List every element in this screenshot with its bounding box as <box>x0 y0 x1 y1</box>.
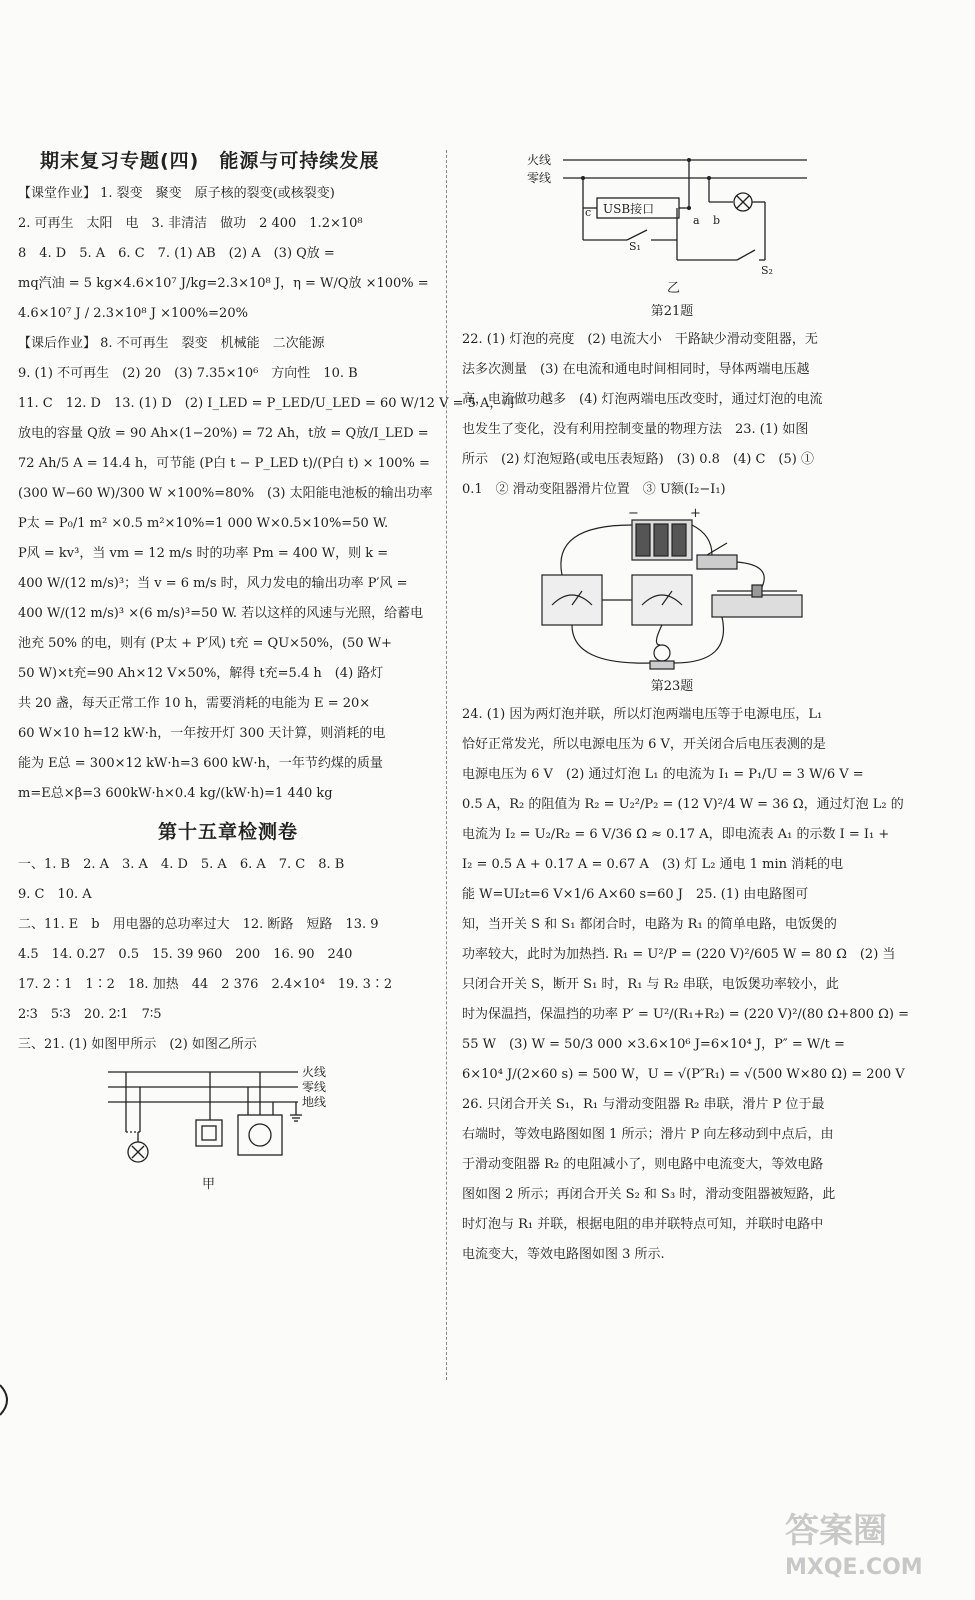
answer-line: 法多次测量 (3) 在电流和通电时间相同时，导体两端电压越 <box>462 362 810 377</box>
answer-line: 8 4. D 5. A 6. C 7. (1) AB (2) A (3) Q放 = <box>18 246 335 261</box>
answer-line: 0.5 A，R₂ 的阻值为 R₂ = U₂²/P₂ = (12 V)²/4 W = 36 Ω，通过灯泡 L₂ 的 <box>462 797 904 812</box>
answer-line: 400 W/(12 m/s)³ ×(6 m/s)³=50 W. 若以这样的风速与光照，给蓄电 <box>18 606 424 621</box>
answer-block-chapter <box>18 850 438 1060</box>
answer-line: 共 20 盏，每天正常工作 10 h，需要消耗的电能为 E = 20× <box>18 696 371 711</box>
answer-line: 时为保温挡，保温挡的功率 P′ = U²/(R₁+R₂) = (220 V)²/(80 Ω+800 Ω) = <box>462 1007 910 1022</box>
answer-line: 9. (1) 不可再生 (2) 20 (3) 7.35×10⁶ 方向性 10. B <box>18 366 358 381</box>
answer-line: 26. 只闭合开关 S₁，R₁ 与滑动变阻器 R₂ 串联，滑片 P 位于最 <box>462 1097 825 1112</box>
battery-plus-label: + <box>690 506 701 521</box>
section-title: 期末复习专题(四) 能源与可持续发展 <box>40 150 380 172</box>
circuit-figure-23 <box>512 505 832 675</box>
answer-line: 一、1. B 2. A 3. A 4. D 5. A 6. A 7. C 8. B <box>18 857 345 872</box>
answer-block-24-26 <box>462 700 910 1270</box>
answer-line: 只闭合开关 S，断开 S₁ 时，R₁ 与 R₂ 串联，电饭煲功率较小，此 <box>462 977 839 992</box>
usb-port-label: USB接口 <box>603 202 655 216</box>
answer-line: 电流为 I₂ = U₂/R₂ = 6 V/36 Ω ≈ 0.17 A，即电流表 A₁ 的示数 I = I₁ + <box>462 827 890 842</box>
answer-block-22-23 <box>462 325 882 505</box>
answer-line: 于滑动变阻器 R₂ 的电阻减小了，则电路中电流变大，等效电路 <box>462 1157 824 1172</box>
figure-caption-23: 第23题 <box>650 679 694 694</box>
answer-line: 池充 50% 的电，则有 (P太 + P′风) t充 = QU×50%，(50 W+ <box>18 636 392 651</box>
answer-line: 能 W=UI₂t=6 V×1/6 A×60 s=60 J 25. (1) 由电路图可 <box>462 887 809 902</box>
point-b-label: b <box>713 214 721 227</box>
answer-line: (300 W−60 W)/300 W ×100%=80% (3) 太阳能电池板的输出功率 <box>18 486 433 501</box>
switch-s1-label: S₁ <box>629 240 641 253</box>
answer-line: 400 W/(12 m/s)³；当 v = 6 m/s 时，风力发电的输出功率 P′风 = <box>18 576 408 591</box>
watermark-logo <box>775 1502 955 1582</box>
answer-line: P风 = kv³，当 vm = 12 m/s 时的功率 Pm = 400 W，则 k = <box>18 546 389 561</box>
answer-line: 50 W)×t充=90 Ah×12 V×50%，解得 t充=5.4 h (4) 路灯 <box>18 666 384 681</box>
answer-line: 二、11. E b 用电器的总功率过大 12. 断路 短路 13. 9 <box>18 917 379 932</box>
answer-line: P太 = P₀/1 m² ×0.5 m²×10%=1 000 W×0.5×10%=50 W. <box>18 516 389 531</box>
wire-label-neutral: 零线 <box>302 1080 327 1094</box>
answer-line: 放电的容量 Q放 = 90 Ah×(1−20%) = 72 Ah，t放 = Q放/I_LED = <box>18 426 429 441</box>
answer-line: 24. (1) 因为两灯泡并联，所以灯泡两端电压等于电源电压，L₁ <box>462 707 823 722</box>
answer-line: 恰好正常发光，所以电源电压为 6 V，开关闭合后电压表测的是 <box>462 737 826 752</box>
answer-line: 图如图 2 所示；再闭合开关 S₂ 和 S₃ 时，滑动变阻器被短路，此 <box>462 1187 836 1202</box>
answer-line: 三、21. (1) 如图甲所示 (2) 如图乙所示 <box>18 1037 257 1052</box>
answer-block-review <box>18 179 516 809</box>
answer-line: 也发生了变化，没有利用控制变量的物理方法 23. (1) 如图 <box>462 422 809 437</box>
right-column <box>462 150 910 1270</box>
answer-line: 【课堂作业】 1. 裂变 聚变 原子核的裂变(或核裂变) <box>18 186 335 201</box>
chapter-title: 第十五章检测卷 <box>157 821 298 843</box>
figure-caption-jia: 甲 <box>202 1177 216 1192</box>
answer-line: 2. 可再生 太阳 电 3. 非清洁 做功 2 400 1.2×10⁸ <box>18 216 363 231</box>
point-c-label: c <box>585 206 592 219</box>
answer-line: 电流变大，等效电路图如图 3 所示. <box>462 1247 665 1262</box>
battery-minus-label: − <box>628 506 639 521</box>
watermark-url: MXQE.COM <box>785 1555 923 1580</box>
answer-line: 72 Ah/5 A = 14.4 h，可节能 (P白 t − P_LED t)/(P白 t) × 100% = <box>18 456 430 471</box>
wire-label-live: 火线 <box>527 153 552 167</box>
answer-line: 11. C 12. D 13. (1) D (2) I_LED = P_LED/U_LED = 60 W/12 V = 5 A，可 <box>18 396 516 411</box>
answer-line: 电源电压为 6 V (2) 通过灯泡 L₁ 的电流为 I₁ = P₁/U = 3 W/6 V = <box>462 767 864 782</box>
answer-line: 0.1 ② 滑动变阻器滑片位置 ③ U额(I₂−I₁) <box>462 482 726 497</box>
answer-line: 【课后作业】 8. 不可再生 裂变 机械能 二次能源 <box>18 336 325 351</box>
wire-label-neutral: 零线 <box>527 171 552 185</box>
point-a-label: a <box>693 214 700 227</box>
answer-line: 22. (1) 灯泡的亮度 (2) 电流大小 干路缺少滑动变阻器，无 <box>462 332 818 347</box>
answer-line: 时灯泡与 R₁ 并联，根据电阻的串并联特点可知，并联时电路中 <box>462 1217 824 1232</box>
answer-line: m=E总×β=3 600kW·h×0.4 kg/(kW·h)=1 440 kg <box>18 786 333 801</box>
answer-line: 知，当开关 S 和 S₁ 都闭合时，电路为 R₁ 的简单电路，电饭煲的 <box>462 917 837 932</box>
figure-label-yi: 乙 <box>667 281 681 296</box>
answer-line: 4.6×10⁷ J / 2.3×10⁸ J ×100%=20% <box>18 306 248 321</box>
circuit-figure-jia <box>98 1060 358 1200</box>
answer-line: 2∶3 5∶3 20. 2∶1 7∶5 <box>18 1007 162 1022</box>
page-corner-mark <box>0 1385 16 1415</box>
wire-label-live: 火线 <box>302 1065 327 1079</box>
answer-line: mq汽油 = 5 kg×4.6×10⁷ J/kg=2.3×10⁸ J，η = W/Q放 ×100% = <box>18 276 429 291</box>
left-column <box>18 140 516 1200</box>
circuit-figure-yi <box>527 150 817 300</box>
wire-label-ground: 地线 <box>302 1095 327 1109</box>
answer-line: 4.5 14. 0.27 0.5 15. 39 960 200 16. 90 240 <box>18 947 353 962</box>
answer-line: 60 W×10 h=12 kW·h，一年按开灯 300 天计算，则消耗的电 <box>18 726 386 741</box>
answer-line: 所示 (2) 灯泡短路(或电压表短路) (3) 0.8 (4) C (5) ① <box>462 452 814 467</box>
watermark-text: 答案圈 <box>785 1511 887 1551</box>
answer-line: 高，电流做功越多 (4) 灯泡两端电压改变时，通过灯泡的电流 <box>462 392 823 407</box>
answer-line: 17. 2∶1 1∶2 18. 加热 44 2 376 2.4×10⁴ 19. 3∶2 <box>18 977 393 992</box>
answer-line: I₂ = 0.5 A + 0.17 A = 0.67 A (3) 灯 L₂ 通电 1 min 消耗的电 <box>462 857 844 872</box>
answer-line: 右端时，等效电路图如图 1 所示；滑片 P 向左移动到中点后，由 <box>462 1127 834 1142</box>
answer-line: 6×10⁴ J/(2×60 s) = 500 W，U = √(P″R₁) = √(500 W×80 Ω) = 200 V <box>462 1067 905 1082</box>
answer-line: 55 W (3) W = 50/3 000 ×3.6×10⁶ J=6×10⁴ J，P″ = W/t = <box>462 1037 845 1052</box>
switch-s2-label: S₂ <box>761 264 773 277</box>
answer-line: 功率较大，此时为加热挡. R₁ = U²/P = (220 V)²/605 W = 80 Ω (2) 当 <box>462 947 896 962</box>
answer-line: 能为 E总 = 300×12 kW·h=3 600 kW·h，一年节约煤的质量 <box>18 756 383 771</box>
figure-caption-21: 第21题 <box>650 304 694 319</box>
answer-line: 9. C 10. A <box>18 887 92 902</box>
column-divider <box>446 150 447 1380</box>
